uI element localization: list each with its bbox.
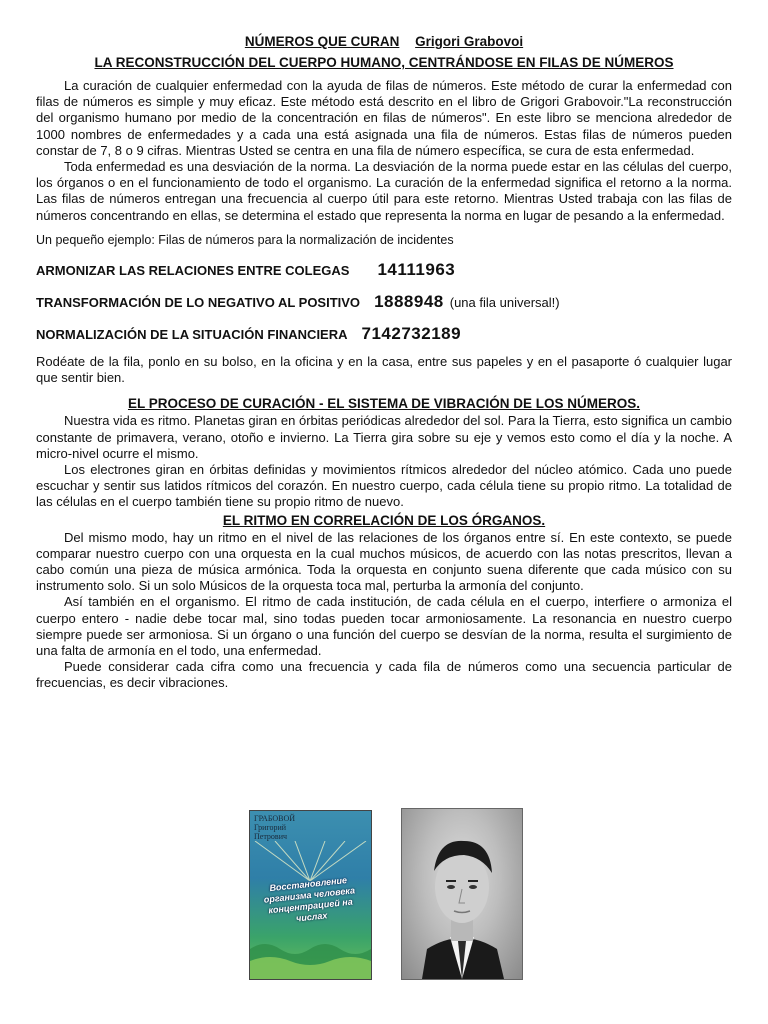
section2-paragraph-1: Del mismo modo, hay un ritmo en el nivel de las relaciones de los órganos entre sí. En este contexto, se puede comparar nuestro cuerpo con una orquesta en la cual muchos músicos, de acuerdo con las notas prescritos, llevan a cabo común una pieza de música armónica. Toda la orquesta en conjunto suena diferente que cada músico con su instrumento solo. Si un solo Músicos de la orquesta toca mal, perturba la armonía del conjunto. [36,529,732,594]
example-line: Un pequeño ejemplo: Filas de números para la normalización de incidentes [36,232,454,247]
book-wave-graphic [250,929,371,979]
number-row-colleagues [36,260,732,280]
title-text: NÚMEROS QUE CURAN [244,34,400,49]
book-author-text: ГРАБОВОЙ Григорий Петрович [254,814,296,841]
page-title [36,34,732,49]
intro-paragraph-1: La curación de cualquier enfermedad con la ayuda de filas de números. Este método de curar la enfermedad con filas de números es simple y muy eficaz. Este método está descrito en el libro de Grigori Grabovoir."La reconstrucción del organismo humano por medio de la concentración en filas de números". En este libro se menciona alrededor de 1000 nombres de enfermedades y a cada una está asignada una fila de números. Estas filas de números pueden constar de 7, 8 o 9 cifras. Mientras Usted se centra en una fila de número específica, se cura de esta enfermedad. [36,78,732,158]
images-row [249,808,521,978]
document-page [36,34,732,692]
book-title-text: Восстановление организма человека концентрацией на числах [263,875,356,924]
number-row-financial [36,324,732,344]
section-heading-healing: EL PROCESO DE CURACIÓN - EL SISTEMA DE VIBRACIÓN DE LOS NÚMEROS. [127,396,641,412]
section2-paragraph-3: Puede considerar cada cifra como una frecuencia y cada fila de números como una secuencia particular de frecuencias, es decir vibraciones. [36,659,732,691]
number-row-value: 7142732189 [361,324,462,344]
portrait-graphic [402,809,522,979]
number-row-value: 14111963 [377,260,456,280]
book-cover-image [249,810,372,980]
advice-paragraph: Rodéate de la fila, ponlo en su bolso, en la oficina y en la casa, entre sus papeles y en el pasaporte ó cualquier lugar que sentir bien. [36,354,732,386]
subtitle: LA RECONSTRUCCIÓN DEL CUERPO HUMANO, CENTRÁNDOSE EN FILAS DE NÚMEROS [94,55,674,70]
number-row-label: ARMONIZAR LAS RELACIONES ENTRE COLEGAS [36,263,350,279]
author-portrait-photo [401,808,523,980]
number-row-value: 1888948 [374,292,444,312]
intro-paragraph-2: Toda enfermedad es una desviación de la norma. La desviación de la norma puede estar en las células del cuerpo, los órganos o en el funcionamiento de todo el organismo. La curación de la enfermedad significa el retorno a la norma. Las filas de números entregan una frecuencia al cuerpo útil para este retorno. Mientras Usted trabaja con las filas de números concentrando en ellas, se determina el estado que representa la norma en lugar de pesando a la enfermedad. [36,159,732,223]
section1-paragraph-1: Nuestra vida es ritmo. Planetas giran en órbitas periódicas alrededor del sol. Para la Tierra, esto significa un cambio constante de primavera, verano, otoño e invierno. La Tierra gira sobre su eje y vemos esto como el día y la noche. A micro-nivel ocurre el mismo. [36,413,732,461]
section1-paragraph-2: Los electrones giran en órbitas definidas y movimientos rítmicos alrededor del núcleo atómico. Cada uno puede escuchar y sentir sus latidos rítmicos del corazón. En nuestro cuerpo, cada célula tiene su propio ritmo. La totalidad de las células en el cuerpo también tiene su propio ritmo de nuevo. [36,462,732,510]
number-row-label: NORMALIZACIÓN DE LA SITUACIÓN FINANCIERA [36,327,348,343]
section-heading-rhythm: EL RITMO EN CORRELACIÓN DE LOS ÓRGANOS. [222,512,546,528]
number-row-label: TRANSFORMACIÓN DE LO NEGATIVO AL POSITIVO [36,295,361,311]
number-row-transformation [36,292,732,312]
number-row-note: (una fila universal!) [449,295,560,311]
author-name: Grigori Grabovoi [415,34,524,49]
section2-paragraph-2: Así también en el organismo. El ritmo de cada institución, de cada célula en el cuerpo, interfiere o armoniza el cuerpo entero - nadie debe tocar mal, sino todas pueden tocar armoniosamente. La resonancia en nuestro cuerpo siempre puede ser armoniosa. Si un órgano o una función del cuerpo se desvían de la norma, resulta el surgimiento de una falta de armonía en el todo, una enfermedad. [36,594,732,659]
